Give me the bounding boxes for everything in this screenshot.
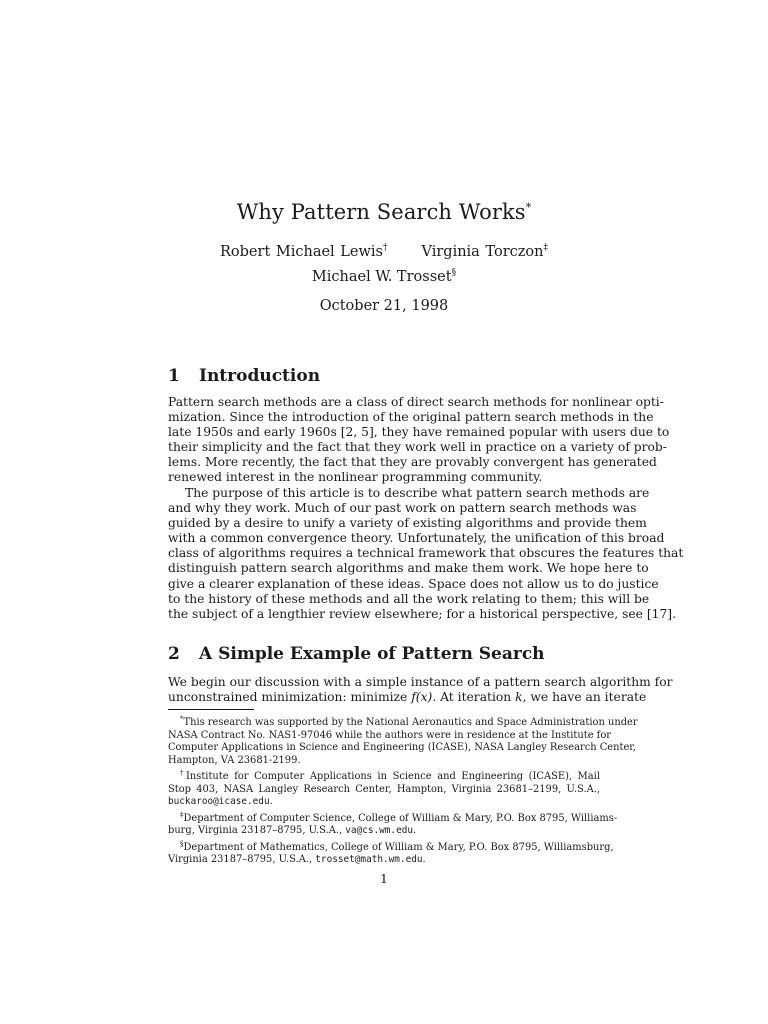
author-name: Virginia Torczon — [421, 244, 544, 260]
text-fragment: unconstrained minimization: minimize — [168, 690, 412, 705]
author-mark: † — [383, 243, 388, 253]
footnote-text: This research was supported by the National Aeronautics and Space Administration under — [183, 717, 638, 728]
text-line: give a clearer explanation of these ideas. Space does not allow us to do justice — [168, 576, 659, 591]
paper-date: October 21, 1998 — [319, 298, 449, 314]
footnote-line: Stop 403, NASA Langley Research Center, Hampton, Virginia 23681–2199, U.S.A., — [168, 783, 600, 795]
footnote-text: . — [269, 796, 273, 807]
author-mark: § — [451, 268, 457, 278]
section-title: A Simple Example of Pattern Search — [199, 644, 545, 664]
text-line: renewed interest in the nonlinear programming community. — [168, 470, 543, 485]
footnote-line — [168, 838, 614, 855]
section-heading — [168, 644, 545, 664]
footnote-line — [168, 854, 600, 867]
author-name: Robert Michael Lewis — [220, 244, 383, 260]
author-name: Michael W. Trosset — [311, 269, 452, 285]
email-link[interactable]: trosset@math.wm.edu — [315, 854, 423, 865]
footnote-text: Department of Mathematics, College of William & Mary, P.O. Box 8795, Williamsburg, — [183, 841, 614, 853]
footnote-text: Virginia 23187–8795, U.S.A., — [168, 854, 316, 865]
email-link[interactable]: buckaroo@icase.edu — [168, 796, 270, 807]
footnote-mark: ‡ — [180, 810, 184, 819]
intro-paragraph-1 — [168, 395, 670, 486]
authors-row — [0, 243, 768, 260]
footnote — [168, 838, 614, 867]
footnote-line — [168, 796, 600, 809]
page-number: 1 — [380, 871, 388, 886]
footnote — [168, 809, 618, 838]
footnote-line — [168, 713, 638, 730]
text-line: with a common convergence theory. Unfortunately, the unification of this broad — [168, 531, 665, 546]
footnote-line — [168, 767, 600, 784]
text-line: the subject of a lengthier review elsewhere; for a historical perspective, see [17]. — [168, 606, 676, 621]
section-heading — [168, 366, 320, 386]
section2-paragraph-1 — [168, 675, 673, 705]
text-line: We begin our discussion with a simple instance of a pattern search algorithm for — [168, 675, 673, 689]
title-text: Why Pattern Search Works — [236, 200, 526, 224]
text-line: mization. Since the introduction of the original pattern search methods in the — [168, 410, 654, 425]
footnote — [168, 713, 638, 767]
author-mark: ‡ — [543, 243, 548, 253]
section-number: 2 — [168, 644, 180, 664]
footnote-text: Department of Computer Science, College of William & Mary, P.O. Box 8795, Williams- — [183, 812, 618, 824]
footnote-mark: * — [180, 715, 184, 723]
footnote-mark: § — [180, 839, 184, 848]
text-line: The purpose of this article is to describe what pattern search methods are — [185, 486, 650, 500]
footnote-text: Institute for Computer Applications in Science and Engineering (ICASE), Mail — [185, 771, 600, 782]
math-k: k — [515, 690, 523, 705]
footnote-line — [168, 825, 600, 838]
footnote-text: . — [413, 825, 417, 836]
math-fx: f(x) — [411, 690, 433, 705]
email-link[interactable]: va@cs.wm.edu — [345, 825, 414, 836]
text-line: class of algorithms requires a technical framework that obscures the features that — [168, 546, 684, 561]
text-line: lems. More recently, the fact that they are provably convergent has generated — [168, 455, 657, 470]
footnote-line: Hampton, VA 23681-2199. — [168, 754, 301, 766]
title-footnote-mark: * — [525, 201, 532, 214]
text-line: distinguish pattern search algorithms and make them work. We hope here to — [168, 561, 649, 576]
text-fragment: . At iteration — [432, 690, 516, 705]
footnote — [168, 767, 600, 809]
text-fragment: , we have an iterate — [522, 690, 647, 705]
footnotes — [168, 713, 638, 867]
footnote-line: NASA Contract No. NAS1-97046 while the authors were in residence at the Institute for — [168, 729, 612, 741]
text-line: Pattern search methods are a class of direct search methods for nonlinear opti- — [168, 395, 664, 409]
footnote-line: Computer Applications in Science and Engineering (ICASE), NASA Langley Research Center, — [168, 742, 637, 753]
footnote-text: . — [422, 854, 426, 865]
text-line: to the history of these methods and all the work relating to them; this will be — [168, 591, 650, 606]
paper-title — [0, 200, 768, 224]
text-line: late 1950s and early 1960s [2, 5], they have remained popular with users due to — [168, 425, 670, 440]
intro-paragraph-2 — [168, 486, 684, 622]
section-number: 1 — [168, 366, 180, 386]
text-line: their simplicity and the fact that they work well in practice on a variety of prob- — [168, 440, 667, 455]
footnote-mark: † — [180, 769, 186, 777]
authors-row — [0, 268, 768, 285]
footnote-rule — [168, 709, 254, 710]
text-line — [168, 690, 647, 705]
footnote-text: burg, Virginia 23187–8795, U.S.A., — [168, 825, 346, 836]
footnote-line — [168, 809, 618, 826]
text-line: and why they work. Much of our past work on pattern search methods was — [168, 501, 637, 516]
section-title: Introduction — [199, 366, 321, 386]
text-line: guided by a desire to unify a variety of existing algorithms and provide them — [168, 516, 647, 531]
